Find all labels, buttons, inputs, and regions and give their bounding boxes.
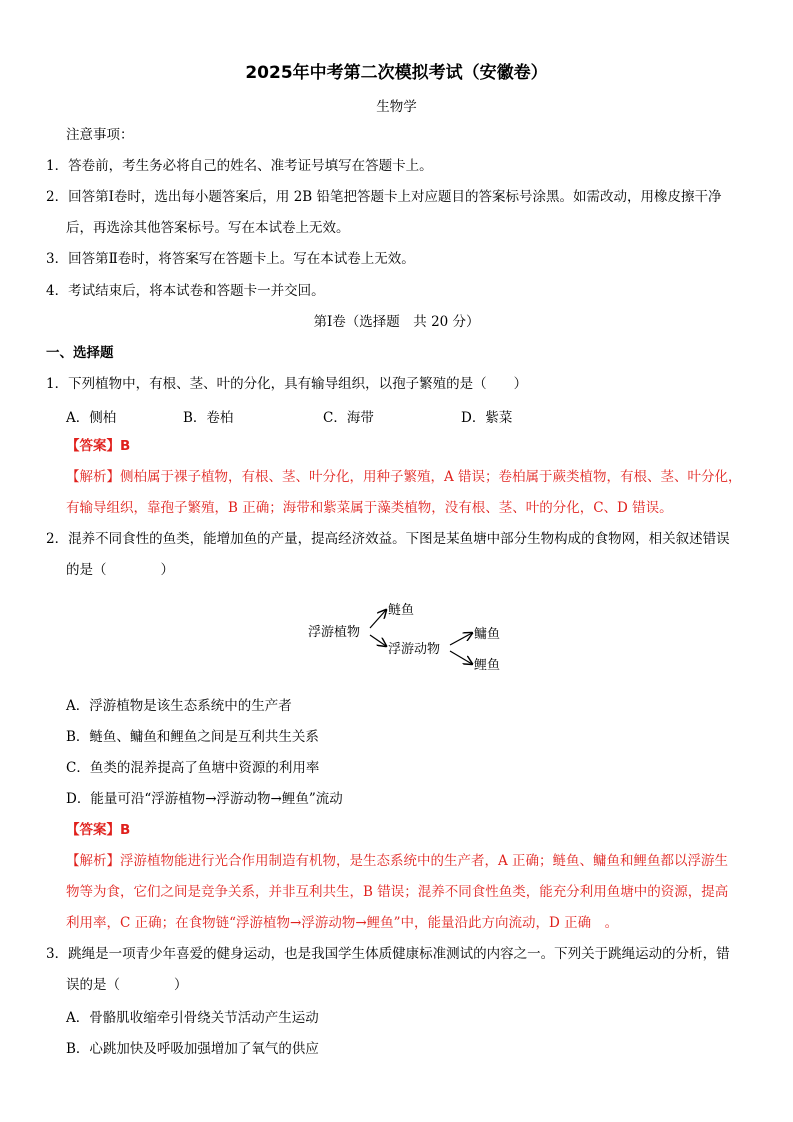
option-b: B．卷柏 [183,410,234,426]
analysis-text: 利用率，C 正确；在食物链“浮游植物→浮游动物→鲤鱼”中，能量沿此方向流动，D 正确 。 [66,915,619,931]
node-bighead-carp: 鳙鱼 [474,627,501,642]
option-d: D．能量可沿“浮游植物→浮游动物→鲤鱼”流动 [66,791,343,807]
page-title: 2025年中考第二次模拟考试（安徽卷） [245,63,548,83]
section-heading: 一、选择题 [46,345,114,361]
notice-item: 2．回答第Ⅰ卷时，选出每小题答案后，用 2B 铅笔把答题卡上对应题目的答案标号涂黑。如需改动，用橡皮擦干净 [46,189,722,205]
arrow-zoo-to-common [450,651,472,664]
analysis-text: 【解析】侧柏属于裸子植物，有根、茎、叶分化，用种子繁殖，A 错误；卷柏属于蕨类植物，有根、茎、叶分化， [66,469,742,485]
notice-item: 4．考试结束后，将本试卷和答题卡一并交回。 [46,283,325,299]
answer-label: 【答案】B [66,438,131,454]
analysis-text: 物等为食，它们之间是竞争关系，并非互利共生，B 错误；混养不同食性鱼类，能充分利用鱼塘中的资源，提高 [66,884,729,900]
arrow-zoo-to-bighead [450,633,472,645]
option-a: A．骨骼肌收缩牵引骨绕关节活动产生运动 [66,1010,319,1026]
node-silver-carp: 鲢鱼 [388,603,415,618]
option-c: C．海带 [323,410,374,426]
question-stem: 误的是（ ） [66,977,188,993]
option-d: D．紫菜 [461,410,513,426]
notice-heading: 注意事项： [66,127,134,143]
option-c: C．鱼类的混养提高了鱼塘中资源的利用率 [66,760,320,776]
food-web-diagram [300,595,520,680]
question-stem: 的是（ ） [66,562,174,578]
question-stem: 1．下列植物中，有根、茎、叶的分化，具有输导组织，以孢子繁殖的是（ ） [46,376,528,392]
option-a: A．浮游植物是该生态系统中的生产者 [66,698,292,714]
option-b: B．鲢鱼、鳙鱼和鲤鱼之间是互利共生关系 [66,729,319,745]
question-stem: 3．跳绳是一项青少年喜爱的健身运动，也是我国学生体质健康标准测试的内容之一。下列关于跳绳运动的分析，错 [46,946,730,962]
arrow-phyto-to-zoo [370,635,386,646]
option-b: B．心跳加快及呼吸加强增加了氧气的供应 [66,1041,319,1057]
notice-item: 1．答卷前，考生务必将自己的姓名、准考证号填写在答题卡上。 [46,158,433,174]
analysis-text: 有输导组织，靠孢子繁殖，B 正确；海带和紫菜属于藻类植物，没有根、茎、叶的分化，C、D 错误。 [66,500,673,516]
subject-label: 生物学 [376,99,417,115]
node-phytoplankton: 浮游植物 [308,625,361,640]
notice-item: 3．回答第Ⅱ卷时，将答案写在答题卡上。写在本试卷上无效。 [46,251,415,267]
notice-item: 后，再选涂其他答案标号。写在本试卷上无效。 [66,220,350,236]
question-stem: 2．混养不同食性的鱼类，能增加鱼的产量，提高经济效益。下图是某鱼塘中部分生物构成的食物网，相关叙述错误 [46,531,730,547]
analysis-text: 【解析】浮游植物能进行光合作用制造有机物，是生态系统中的生产者，A 正确；鲢鱼、鳙鱼和鲤鱼都以浮游生 [66,853,729,869]
answer-label: 【答案】B [66,822,131,838]
node-common-carp: 鲤鱼 [474,658,501,673]
node-zooplankton: 浮游动物 [388,642,441,657]
option-a: A．侧柏 [66,410,117,426]
part-title: 第Ⅰ卷（选择题 共 20 分） [313,314,480,330]
arrow-phyto-to-silver [370,610,386,628]
